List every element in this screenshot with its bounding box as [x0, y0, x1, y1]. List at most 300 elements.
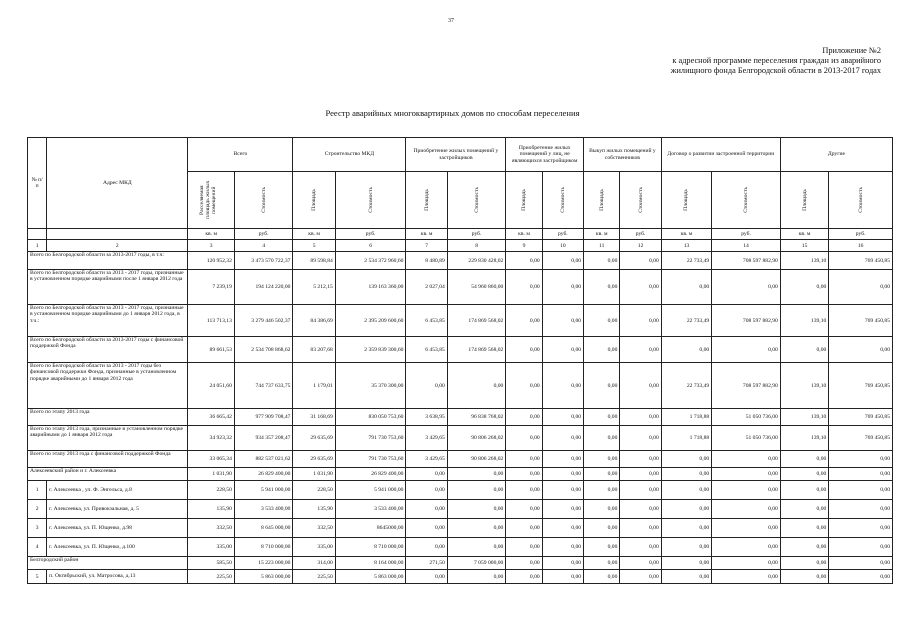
value-cell: 0,00 [780, 451, 828, 468]
value-cell: 0,00 [620, 409, 661, 426]
summary-label: Всего по этапу 2013 года, признанные в установленном порядке аварийными до 1 января 2012 года [28, 426, 188, 451]
value-cell: 139 163 360,00 [335, 270, 406, 305]
value-cell: 54 960 860,00 [447, 270, 506, 305]
unit-cell: кв. м [506, 229, 542, 240]
value-cell: 3 429,65 [406, 451, 447, 468]
value-cell: 2 395 209 600,60 [335, 305, 406, 337]
value-cell: 0,00 [829, 519, 893, 538]
value-cell: 0,00 [661, 451, 711, 468]
value-cell: 0,00 [620, 305, 661, 337]
value-cell: 0,00 [712, 557, 781, 570]
value-cell: 791 730 753,60 [335, 426, 406, 451]
value-cell: 5 863 000,00 [234, 570, 293, 584]
value-cell: 0,00 [829, 570, 893, 584]
value-cell: 22 733,49 [661, 305, 711, 337]
address-cell: г. Алексеевка, ул. П. Ющенко, д.100 [47, 538, 188, 557]
value-cell: 0,00 [712, 538, 781, 557]
value-cell: 769 450,85 [829, 409, 893, 426]
value-cell: 0,00 [542, 337, 583, 363]
district-row [28, 557, 893, 570]
value-cell: 0,00 [780, 519, 828, 538]
value-cell: 0,00 [542, 481, 583, 500]
column-index: 11 [584, 240, 620, 252]
value-cell: 8 645 000,00 [234, 519, 293, 538]
subheader-area: Площадь [661, 172, 711, 229]
value-cell: 29 635,69 [293, 426, 335, 451]
value-cell: 7 059 000,00 [447, 557, 506, 570]
unit-cell: руб. [447, 229, 506, 240]
value-cell: 0,00 [661, 538, 711, 557]
value-cell: 0,00 [661, 481, 711, 500]
value-cell: 314,00 [293, 557, 335, 570]
summary-label: Всего по Белгородской области за 2013 - 2017 годы без финансовой поддержки Фонда, признанные в установленном порядке аварийными до 1 января 2012 года [28, 363, 188, 409]
value-cell: 139,10 [780, 252, 828, 270]
value-cell: 194 124 220,00 [234, 270, 293, 305]
value-cell: 0,00 [584, 409, 620, 426]
value-cell: 0,00 [447, 570, 506, 584]
value-cell: 0,00 [506, 252, 542, 270]
value-cell: 0,00 [584, 252, 620, 270]
value-cell: 0,00 [542, 305, 583, 337]
value-cell: 769 450,85 [829, 252, 893, 270]
column-index: 7 [406, 240, 447, 252]
subheader-cost: Стоимость [829, 172, 893, 229]
value-cell: 0,00 [584, 426, 620, 451]
value-cell: 51 050 736,00 [712, 409, 781, 426]
column-index: 9 [506, 240, 542, 252]
appendix-header [581, 46, 881, 76]
value-cell: 0,00 [829, 500, 893, 519]
value-cell: 769 450,85 [829, 426, 893, 451]
value-cell: 0,00 [406, 500, 447, 519]
value-cell: 225,50 [293, 570, 335, 584]
value-cell: 0,00 [712, 519, 781, 538]
address-row [28, 500, 893, 519]
value-cell: 0,00 [712, 337, 781, 363]
subheader-cost: Стоимость [447, 172, 506, 229]
column-index: 15 [780, 240, 828, 252]
value-cell: 2 534 372 960,60 [335, 252, 406, 270]
value-cell: 0,00 [542, 270, 583, 305]
value-cell: 708 597 882,90 [712, 252, 781, 270]
value-cell: 0,00 [661, 468, 711, 481]
address-row [28, 570, 893, 584]
column-index: 8 [447, 240, 506, 252]
value-cell: 34 923,32 [188, 426, 234, 451]
value-cell: 0,00 [712, 451, 781, 468]
value-cell: 0,00 [584, 570, 620, 584]
value-cell: 0,00 [506, 519, 542, 538]
value-cell: 3 533 400,00 [335, 500, 406, 519]
value-cell: 6 453,85 [406, 337, 447, 363]
value-cell: 5 941 000,00 [335, 481, 406, 500]
value-cell: 0,00 [406, 481, 447, 500]
value-cell: 934 357 208,47 [234, 426, 293, 451]
page-number: 37 [448, 18, 454, 24]
appendix-line-2: к адресной программе переселения граждан из аварийного [672, 56, 881, 65]
value-cell: 84 386,69 [293, 305, 335, 337]
value-cell: 0,00 [542, 409, 583, 426]
address-row [28, 481, 893, 500]
row-number: 5 [28, 570, 47, 584]
value-cell: 0,00 [620, 468, 661, 481]
value-cell: 0,00 [661, 519, 711, 538]
value-cell: 6 453,85 [406, 305, 447, 337]
value-cell: 0,00 [447, 363, 506, 409]
value-cell: 271,50 [406, 557, 447, 570]
value-cell: 29 635,69 [293, 451, 335, 468]
summary-row [28, 305, 893, 337]
value-cell: 26 829 400,00 [335, 468, 406, 481]
unit-cell: руб. [712, 229, 781, 240]
value-cell: 0,00 [542, 451, 583, 468]
value-cell: 0,00 [712, 500, 781, 519]
value-cell: 26 829 400,00 [234, 468, 293, 481]
value-cell: 0,00 [506, 500, 542, 519]
value-cell: 332,50 [188, 519, 234, 538]
subheader-cost: Стоимость [335, 172, 406, 229]
unit-cell: кв. м [188, 229, 234, 240]
unit-cell: кв. м [584, 229, 620, 240]
value-cell: 0,00 [447, 468, 506, 481]
value-cell: 0,00 [620, 270, 661, 305]
unit-cell: руб. [829, 229, 893, 240]
value-cell: 33 065,34 [188, 451, 234, 468]
district-label: Белгородский район [28, 557, 188, 570]
value-cell: 0,00 [829, 557, 893, 570]
value-cell: 229 830 428,02 [447, 252, 506, 270]
value-cell: 0,00 [620, 557, 661, 570]
address-row [28, 519, 893, 538]
value-cell: 22 733,49 [661, 363, 711, 409]
value-cell: 113 713,13 [188, 305, 234, 337]
value-cell: 8 480,89 [406, 252, 447, 270]
value-cell: 0,00 [506, 468, 542, 481]
value-cell: 335,00 [293, 538, 335, 557]
value-cell: 0,00 [406, 538, 447, 557]
row-number: 3 [28, 519, 47, 538]
value-cell: 8 710 000,00 [335, 538, 406, 557]
subheader-area: Площадь [406, 172, 447, 229]
value-cell: 89 661,53 [188, 337, 234, 363]
value-cell: 0,00 [506, 451, 542, 468]
unit-cell: руб. [234, 229, 293, 240]
value-cell: 0,00 [620, 451, 661, 468]
value-cell: 0,00 [542, 426, 583, 451]
value-cell: 0,00 [780, 570, 828, 584]
value-cell: 90 806 268,02 [447, 426, 506, 451]
value-cell: 0,00 [620, 500, 661, 519]
value-cell: 0,00 [584, 270, 620, 305]
value-cell: 228,50 [293, 481, 335, 500]
value-cell: 2 359 839 300,60 [335, 337, 406, 363]
unit-cell: кв. м [293, 229, 335, 240]
value-cell: 1 031,90 [293, 468, 335, 481]
value-cell: 0,00 [780, 557, 828, 570]
value-cell: 0,00 [506, 337, 542, 363]
address-cell: п. Октябрьский, ул. Матросова, д.13 [47, 570, 188, 584]
value-cell: 0,00 [447, 481, 506, 500]
row-number: 4 [28, 538, 47, 557]
row-number: 2 [28, 500, 47, 519]
value-cell: 228,50 [188, 481, 234, 500]
subheader-cost: Стоимость [620, 172, 661, 229]
value-cell: 1 718,88 [661, 426, 711, 451]
unit-cell: кв. м [780, 229, 828, 240]
value-cell: 2 027,04 [406, 270, 447, 305]
value-cell: 0,00 [620, 426, 661, 451]
value-cell: 0,00 [542, 538, 583, 557]
column-index: 12 [620, 240, 661, 252]
value-cell: 0,00 [542, 252, 583, 270]
value-cell: 0,00 [620, 363, 661, 409]
value-cell: 36 665,42 [188, 409, 234, 426]
value-cell: 0,00 [620, 252, 661, 270]
value-cell: 0,00 [584, 363, 620, 409]
value-cell: 0,00 [780, 270, 828, 305]
value-cell: 96 838 768,02 [447, 409, 506, 426]
value-cell: 1 031,90 [188, 468, 234, 481]
value-cell: 744 737 633,75 [234, 363, 293, 409]
value-cell: 335,00 [188, 538, 234, 557]
value-cell: 0,00 [584, 468, 620, 481]
value-cell: 225,50 [188, 570, 234, 584]
summary-row [28, 252, 893, 270]
table-body [28, 252, 893, 584]
header-buyout: Выкуп жилых помещений у собственников [584, 138, 662, 172]
column-index: 1 [28, 240, 47, 252]
value-cell: 0,00 [542, 468, 583, 481]
value-cell: 0,00 [506, 481, 542, 500]
value-cell: 24 051,60 [188, 363, 234, 409]
value-cell: 0,00 [406, 519, 447, 538]
summary-row [28, 451, 893, 468]
value-cell: 0,00 [780, 481, 828, 500]
value-cell: 769 450,85 [829, 305, 893, 337]
value-cell: 90 806 268,02 [447, 451, 506, 468]
value-cell: 139,10 [780, 426, 828, 451]
value-cell: 0,00 [712, 570, 781, 584]
column-index: 2 [47, 240, 188, 252]
value-cell: 0,00 [506, 426, 542, 451]
value-cell: 977 909 708,47 [234, 409, 293, 426]
subheader-cost: Стоимость [712, 172, 781, 229]
value-cell: 5 212,15 [293, 270, 335, 305]
summary-label: Всего по Белгородской области за 2013-2017 годы, в т.ч: [28, 252, 188, 270]
value-cell: 0,00 [584, 538, 620, 557]
value-cell: 0,00 [584, 500, 620, 519]
value-cell: 174 869 568,02 [447, 337, 506, 363]
value-cell: 0,00 [447, 538, 506, 557]
value-cell: 0,00 [406, 468, 447, 481]
unit-cell: руб. [335, 229, 406, 240]
value-cell: 3 429,65 [406, 426, 447, 451]
value-cell: 8 164 000,00 [335, 557, 406, 570]
value-cell: 83 207,68 [293, 337, 335, 363]
registry-table [27, 137, 893, 584]
address-cell: г. Алексеевка, ул. П. Ющенко, д.98 [47, 519, 188, 538]
value-cell: 0,00 [584, 481, 620, 500]
value-cell: 585,50 [188, 557, 234, 570]
value-cell: 0,00 [661, 337, 711, 363]
value-cell: 3 279 446 502,37 [234, 305, 293, 337]
value-cell: 0,00 [620, 337, 661, 363]
value-cell: 0,00 [712, 270, 781, 305]
column-index: 16 [829, 240, 893, 252]
value-cell: 0,00 [620, 519, 661, 538]
subheader-area: Площадь [584, 172, 620, 229]
header-num: № п/п [28, 138, 47, 229]
header-other: Другие [780, 138, 892, 172]
value-cell: 0,00 [542, 519, 583, 538]
column-index: 14 [712, 240, 781, 252]
value-cell: 0,00 [584, 557, 620, 570]
value-cell: 0,00 [620, 570, 661, 584]
value-cell: 0,00 [780, 538, 828, 557]
value-cell: 0,00 [829, 337, 893, 363]
value-cell: 3 473 570 722,37 [234, 252, 293, 270]
value-cell: 15 223 000,00 [234, 557, 293, 570]
value-cell: 0,00 [661, 570, 711, 584]
value-cell: 708 597 882,90 [712, 305, 781, 337]
unit-cell: руб. [620, 229, 661, 240]
value-cell: 1 718,88 [661, 409, 711, 426]
value-cell: 0,00 [506, 305, 542, 337]
value-cell: 22 733,49 [661, 252, 711, 270]
value-cell: 0,00 [780, 500, 828, 519]
value-cell: 0,00 [780, 337, 828, 363]
subheader-area: Площадь [506, 172, 542, 229]
value-cell: 8645000,00 [335, 519, 406, 538]
summary-row [28, 426, 893, 451]
value-cell: 0,00 [506, 363, 542, 409]
column-index: 5 [293, 240, 335, 252]
subheader-cost: Стоимость [542, 172, 583, 229]
summary-label: Всего по Белгородской области за 2013-2017 годы с финансовой поддержкой Фонда [28, 337, 188, 363]
value-cell: 0,00 [780, 468, 828, 481]
value-cell: 0,00 [542, 363, 583, 409]
value-cell: 0,00 [584, 519, 620, 538]
subheader-cost: Стоимость [234, 172, 293, 229]
address-cell: г. Алексеевка , ул. Ф. Энгельса, д.8 [47, 481, 188, 500]
summary-label: Всего по Белгородской области за 2013 - 2017 годы, признанные в установленном порядке аварийными до 1 января 2012 года, в т.ч.: [28, 305, 188, 337]
header-territory: Договор о развитии застроенной территории [661, 138, 780, 172]
unit-cell: кв. м [661, 229, 711, 240]
value-cell: 139,10 [780, 409, 828, 426]
value-cell: 769 450,85 [829, 363, 893, 409]
summary-label: Всего по этапу 2013 года [28, 409, 188, 426]
subheader-area: Площадь [780, 172, 828, 229]
value-cell: 0,00 [447, 519, 506, 538]
value-cell: 0,00 [584, 451, 620, 468]
value-cell: 0,00 [542, 500, 583, 519]
value-cell: 135,90 [188, 500, 234, 519]
value-cell: 139,10 [780, 305, 828, 337]
value-cell: 0,00 [506, 538, 542, 557]
value-cell: 8 710 000,00 [234, 538, 293, 557]
column-index: 13 [661, 240, 711, 252]
value-cell: 332,50 [293, 519, 335, 538]
value-cell: 139,10 [780, 363, 828, 409]
summary-label: Всего по Белгородской области за 2013 - 2017 годы, признанные в установленном порядке аварийными после 1 января 2012 года [28, 270, 188, 305]
column-index: 4 [234, 240, 293, 252]
value-cell: 708 597 882,90 [712, 363, 781, 409]
column-index-row [28, 240, 893, 252]
column-index: 10 [542, 240, 583, 252]
appendix-line-3: жилищного фонда Белгородской области в 2013-2017 годах [670, 66, 881, 75]
summary-row [28, 337, 893, 363]
value-cell: 89 598,84 [293, 252, 335, 270]
value-cell: 5 863 000,00 [335, 570, 406, 584]
summary-row [28, 409, 893, 426]
address-row [28, 538, 893, 557]
value-cell: 0,00 [661, 557, 711, 570]
value-cell: 0,00 [506, 270, 542, 305]
value-cell: 35 370 300,00 [335, 363, 406, 409]
header-developers: Приобретение жилых помещений у застройщиков [406, 138, 506, 172]
value-cell: 830 050 753,60 [335, 409, 406, 426]
value-cell: 0,00 [584, 337, 620, 363]
header-total: Всего [188, 138, 293, 172]
value-cell: 2 534 708 868,62 [234, 337, 293, 363]
header-non-developers: Приобретение жилых помещений у лиц, не являющихся застройщиком [506, 138, 584, 172]
value-cell: 0,00 [661, 500, 711, 519]
value-cell: 51 050 736,00 [712, 426, 781, 451]
value-cell: 174 869 568,02 [447, 305, 506, 337]
subheader-area: Площадь [293, 172, 335, 229]
value-cell: 0,00 [620, 538, 661, 557]
value-cell: 0,00 [829, 270, 893, 305]
header-address: Адрес МКД [47, 138, 188, 229]
appendix-line-1: Приложение №2 [822, 46, 881, 55]
value-cell: 5 941 000,00 [234, 481, 293, 500]
value-cell: 0,00 [447, 500, 506, 519]
value-cell: 0,00 [406, 363, 447, 409]
value-cell: 120 952,32 [188, 252, 234, 270]
district-label: Алексеевский район и г. Алексеевка [28, 468, 188, 481]
value-cell: 0,00 [829, 481, 893, 500]
value-cell: 0,00 [506, 557, 542, 570]
value-cell: 135,90 [293, 500, 335, 519]
unit-cell: кв. м [406, 229, 447, 240]
value-cell: 0,00 [829, 451, 893, 468]
summary-row [28, 270, 893, 305]
value-cell: 882 537 021,62 [234, 451, 293, 468]
column-index: 3 [188, 240, 234, 252]
value-cell: 3 638,95 [406, 409, 447, 426]
value-cell: 0,00 [712, 468, 781, 481]
value-cell: 1 179,01 [293, 363, 335, 409]
table-header [28, 138, 893, 252]
district-row [28, 468, 893, 481]
unit-cell: руб. [542, 229, 583, 240]
summary-label: Всего по этапу 2013 года с финансовой поддержкой Фонда [28, 451, 188, 468]
value-cell: 0,00 [506, 409, 542, 426]
units-row [28, 229, 893, 240]
value-cell: 0,00 [712, 481, 781, 500]
value-cell: 31 168,69 [293, 409, 335, 426]
value-cell: 0,00 [406, 570, 447, 584]
value-cell: 7 239,19 [188, 270, 234, 305]
value-cell: 0,00 [620, 481, 661, 500]
value-cell: 0,00 [584, 305, 620, 337]
value-cell: 0,00 [506, 570, 542, 584]
header-construction: Строительство МКД [293, 138, 406, 172]
registry-title: Реестр аварийных многоквартирных домов по способам переселения [325, 108, 580, 118]
value-cell: 791 730 753,60 [335, 451, 406, 468]
value-cell: 0,00 [829, 538, 893, 557]
subheader-total-area: Расселяемая площадь жилых помещений [188, 172, 234, 229]
